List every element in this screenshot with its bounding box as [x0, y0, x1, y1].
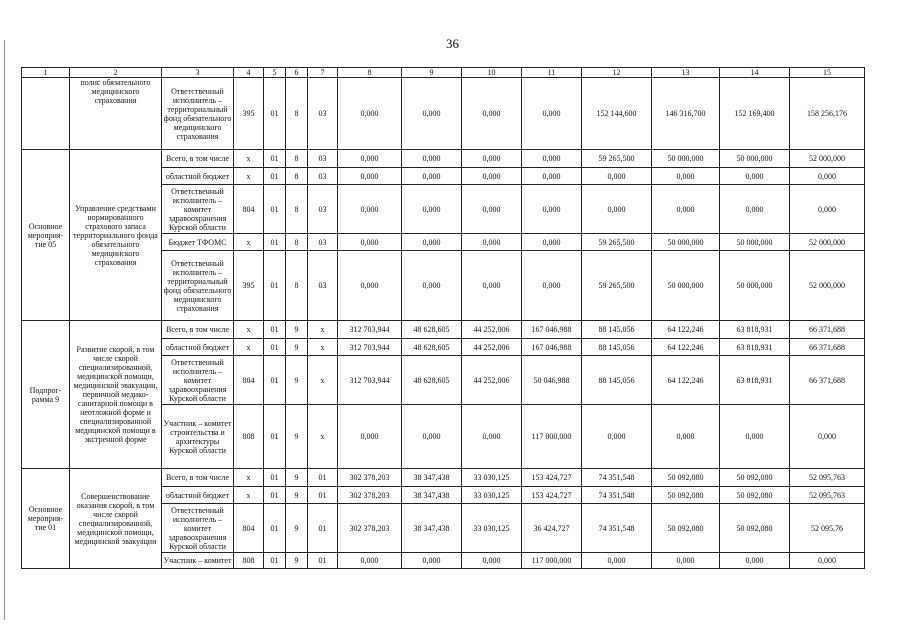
value-cell: 88 145,056	[582, 356, 652, 405]
value-cell: 167 046,988	[522, 321, 582, 339]
value-cell: 804	[234, 356, 264, 405]
value-cell: 0,000	[462, 78, 522, 150]
value-cell: 152 169,400	[720, 78, 790, 150]
value-cell: 0,000	[402, 251, 462, 321]
value-cell: 01	[264, 504, 286, 553]
table-row	[22, 321, 865, 339]
value-cell: 01	[308, 469, 338, 487]
header-row	[22, 68, 865, 78]
value-cell: 0,000	[402, 405, 462, 469]
value-cell: 50 000,000	[652, 150, 720, 168]
table-row	[22, 78, 865, 150]
value-cell: 50 000,000	[652, 251, 720, 321]
value-cell: 74 351,548	[582, 487, 652, 504]
header-cell: 1	[22, 68, 70, 78]
value-cell: 48 628,605	[402, 321, 462, 339]
value-cell: 9	[286, 339, 308, 356]
header-cell: 15	[790, 68, 865, 78]
value-cell: х	[234, 469, 264, 487]
value-cell: 52 000,000	[790, 150, 865, 168]
value-cell: 0,000	[462, 150, 522, 168]
value-cell: 52 095,76	[790, 504, 865, 553]
value-cell: х	[234, 487, 264, 504]
value-cell: 52 000,000	[790, 251, 865, 321]
value-cell: 0,000	[338, 234, 402, 251]
value-cell: 0,000	[338, 251, 402, 321]
value-cell: 88 145,056	[582, 321, 652, 339]
value-cell: 0,000	[720, 185, 790, 234]
value-cell: 0,000	[582, 185, 652, 234]
value-cell: 9	[286, 487, 308, 504]
value-cell: 0,000	[790, 405, 865, 469]
value-cell: 302 378,203	[338, 469, 402, 487]
value-cell: 63 818,931	[720, 356, 790, 405]
value-cell: 302 378,203	[338, 504, 402, 553]
value-cell: 0,000	[522, 150, 582, 168]
value-cell: 74 351,548	[582, 469, 652, 487]
value-cell: 01	[264, 553, 286, 569]
value-cell: 50 092,080	[720, 504, 790, 553]
value-cell: 63 818,931	[720, 339, 790, 356]
program-label-cell: Основное мероприя-тие 01	[22, 469, 70, 569]
value-cell: 01	[308, 487, 338, 504]
value-cell: 50 000,000	[720, 150, 790, 168]
value-cell: 0,000	[338, 553, 402, 569]
value-cell: 52 095,763	[790, 487, 865, 504]
executor-cell: областной бюджет	[162, 168, 234, 185]
value-cell: 03	[308, 251, 338, 321]
header-cell: 2	[70, 68, 162, 78]
value-cell: х	[308, 321, 338, 339]
header-cell: 6	[286, 68, 308, 78]
value-cell: 0,000	[462, 553, 522, 569]
value-cell: 52 000,000	[790, 234, 865, 251]
executor-cell: областной бюджет	[162, 339, 234, 356]
header-cell: 8	[338, 68, 402, 78]
value-cell: 0,000	[652, 168, 720, 185]
table-row	[22, 469, 865, 487]
value-cell: 01	[308, 504, 338, 553]
value-cell: х	[234, 321, 264, 339]
value-cell: 01	[264, 251, 286, 321]
value-cell: х	[308, 356, 338, 405]
value-cell: 03	[308, 234, 338, 251]
executor-cell: Всего, в том числе	[162, 150, 234, 168]
value-cell: 01	[264, 356, 286, 405]
value-cell: 395	[234, 251, 264, 321]
value-cell: 01	[264, 339, 286, 356]
value-cell: 8	[286, 150, 308, 168]
value-cell: х	[234, 168, 264, 185]
value-cell: 152 144,600	[582, 78, 652, 150]
budget-table	[21, 67, 865, 569]
value-cell: 01	[264, 185, 286, 234]
value-cell: 50 000,000	[720, 251, 790, 321]
page-number: 36	[446, 36, 459, 51]
header-cell: 12	[582, 68, 652, 78]
value-cell: 0,000	[582, 553, 652, 569]
header-cell: 14	[720, 68, 790, 78]
table-row	[22, 150, 865, 168]
value-cell: 33 030,125	[462, 487, 522, 504]
value-cell: 0,000	[790, 168, 865, 185]
value-cell: 0,000	[522, 251, 582, 321]
value-cell: 312 703,944	[338, 339, 402, 356]
value-cell: 44 252,006	[462, 321, 522, 339]
header-cell: 7	[308, 68, 338, 78]
value-cell: 117 000,000	[522, 553, 582, 569]
value-cell: 50 092,080	[720, 469, 790, 487]
value-cell: 01	[264, 234, 286, 251]
executor-cell: Участник – комитет	[162, 553, 234, 569]
value-cell: 117 000,000	[522, 405, 582, 469]
value-cell: 0,000	[522, 185, 582, 234]
value-cell: 0,000	[462, 185, 522, 234]
value-cell: 01	[264, 405, 286, 469]
value-cell: 302 378,203	[338, 487, 402, 504]
value-cell: 50 046,988	[522, 356, 582, 405]
value-cell: 8	[286, 185, 308, 234]
value-cell: 0,000	[462, 251, 522, 321]
value-cell: 0,000	[652, 553, 720, 569]
value-cell: 0,000	[522, 168, 582, 185]
program-label-cell: Основное мероприя-тие 05	[22, 150, 70, 321]
value-cell: 312 703,944	[338, 356, 402, 405]
value-cell: 36 424,727	[522, 504, 582, 553]
header-cell: 3	[162, 68, 234, 78]
value-cell: 0,000	[338, 405, 402, 469]
value-cell: 33 030,125	[462, 469, 522, 487]
measure-name-cell: Управление средствами нормированного страхового запаса территориального фонда обязательного медицинского страхования	[70, 150, 162, 321]
value-cell: 808	[234, 405, 264, 469]
value-cell: 64 122,246	[652, 339, 720, 356]
table-body	[22, 68, 865, 569]
value-cell: 03	[308, 168, 338, 185]
value-cell: 50 092,080	[652, 504, 720, 553]
value-cell: 146 316,700	[652, 78, 720, 150]
value-cell: 8	[286, 78, 308, 150]
value-cell: 0,000	[402, 185, 462, 234]
value-cell: 9	[286, 321, 308, 339]
executor-cell: Бюджет ТФОМС	[162, 234, 234, 251]
header-cell: 11	[522, 68, 582, 78]
value-cell: 38 347,438	[402, 504, 462, 553]
value-cell: 66 371,688	[790, 356, 865, 405]
value-cell: 59 265,500	[582, 150, 652, 168]
value-cell: 59 265,500	[582, 234, 652, 251]
value-cell: 66 371,688	[790, 339, 865, 356]
value-cell: 0,000	[338, 78, 402, 150]
value-cell: 0,000	[402, 168, 462, 185]
value-cell: 167 046,988	[522, 339, 582, 356]
value-cell: 50 092,080	[720, 487, 790, 504]
executor-cell: Ответственный исполнитель – территориальный фонд обязательного медицинского страхования	[162, 251, 234, 321]
value-cell: 44 252,006	[462, 339, 522, 356]
header-cell: 5	[264, 68, 286, 78]
value-cell: 9	[286, 504, 308, 553]
value-cell: 01	[264, 150, 286, 168]
scan-edge-line	[4, 40, 5, 620]
value-cell: 0,000	[582, 168, 652, 185]
value-cell: 0,000	[402, 150, 462, 168]
value-cell: 0,000	[522, 234, 582, 251]
value-cell: 50 092,080	[652, 469, 720, 487]
value-cell: 0,000	[790, 185, 865, 234]
value-cell: 153 424,727	[522, 487, 582, 504]
value-cell: 01	[264, 487, 286, 504]
value-cell: 52 095,763	[790, 469, 865, 487]
value-cell: 0,000	[462, 405, 522, 469]
value-cell: 9	[286, 469, 308, 487]
value-cell: 9	[286, 553, 308, 569]
value-cell: 01	[264, 321, 286, 339]
value-cell: х	[308, 339, 338, 356]
value-cell: 50 092,080	[652, 487, 720, 504]
value-cell: 158 256,176	[790, 78, 865, 150]
value-cell: 63 818,931	[720, 321, 790, 339]
value-cell: х	[308, 405, 338, 469]
executor-cell: Ответственный исполнитель – комитет здравоохранения Курской области	[162, 185, 234, 234]
value-cell: 38 347,438	[402, 487, 462, 504]
value-cell: 33 030,125	[462, 504, 522, 553]
value-cell: 8	[286, 168, 308, 185]
value-cell: х	[234, 234, 264, 251]
header-cell: 10	[462, 68, 522, 78]
value-cell: х	[234, 150, 264, 168]
value-cell: 48 628,605	[402, 356, 462, 405]
value-cell: 808	[234, 553, 264, 569]
value-cell: 03	[308, 185, 338, 234]
header-cell: 4	[234, 68, 264, 78]
program-label-cell: Подпрог-рамма 9	[22, 321, 70, 469]
value-cell: 8	[286, 251, 308, 321]
value-cell: 01	[264, 168, 286, 185]
value-cell: 0,000	[720, 405, 790, 469]
value-cell: 0,000	[462, 234, 522, 251]
value-cell: 0,000	[582, 405, 652, 469]
value-cell: 03	[308, 150, 338, 168]
value-cell: 38 347,438	[402, 469, 462, 487]
executor-cell: Ответственный исполнитель – территориальный фонд обязательного медицинского страхования	[162, 78, 234, 150]
value-cell: 0,000	[402, 553, 462, 569]
executor-cell: Всего, в том числе	[162, 469, 234, 487]
value-cell: 50 000,000	[652, 234, 720, 251]
executor-cell: Участник – комитет строительства и архитектуры Курской области	[162, 405, 234, 469]
executor-cell: областной бюджет	[162, 487, 234, 504]
value-cell: 50 000,000	[720, 234, 790, 251]
value-cell: 74 351,548	[582, 504, 652, 553]
value-cell: 395	[234, 78, 264, 150]
measure-name-cell: Развитие скорой, в том числе скорой специализированной, медицинской помощи, медицинской эвакуации, первичной медико-санитарной помощи в неотложной форме и специализированной медицинской помощи в экстренной форме	[70, 321, 162, 469]
executor-cell: Ответственный исполнитель – комитет здравоохранения Курской области	[162, 356, 234, 405]
value-cell: 0,000	[462, 168, 522, 185]
header-cell: 9	[402, 68, 462, 78]
executor-cell: Ответственный исполнитель – комитет здравоохранения Курской области	[162, 504, 234, 553]
value-cell: 153 424,727	[522, 469, 582, 487]
value-cell: 0,000	[652, 405, 720, 469]
executor-cell: Всего, в том числе	[162, 321, 234, 339]
value-cell: 0,000	[720, 553, 790, 569]
value-cell: 8	[286, 234, 308, 251]
value-cell: 0,000	[338, 185, 402, 234]
value-cell: 0,000	[338, 150, 402, 168]
measure-name-cell: Совершенствование оказания скорой, в том числе скорой специализированной, медицинской помощи, медицинской эвакуации	[70, 469, 162, 569]
value-cell: 0,000	[402, 78, 462, 150]
value-cell: 48 628,605	[402, 339, 462, 356]
value-cell: 312 703,944	[338, 321, 402, 339]
value-cell: 66 371,688	[790, 321, 865, 339]
value-cell: 88 145,056	[582, 339, 652, 356]
value-cell: 0,000	[522, 78, 582, 150]
value-cell: 01	[264, 469, 286, 487]
value-cell: 0,000	[402, 234, 462, 251]
value-cell: 0,000	[720, 168, 790, 185]
value-cell: 01	[264, 78, 286, 150]
value-cell: 804	[234, 185, 264, 234]
value-cell: 0,000	[652, 185, 720, 234]
label-cell	[22, 78, 70, 150]
header-cell: 13	[652, 68, 720, 78]
value-cell: 64 122,246	[652, 356, 720, 405]
value-cell: 0,000	[338, 168, 402, 185]
measure-name-cell: полис обязательного медицинского страхования	[70, 78, 162, 150]
value-cell: 804	[234, 504, 264, 553]
value-cell: 9	[286, 356, 308, 405]
value-cell: 9	[286, 405, 308, 469]
value-cell: 59 265,500	[582, 251, 652, 321]
value-cell: 03	[308, 78, 338, 150]
value-cell: 0,000	[790, 553, 865, 569]
value-cell: 64 122,246	[652, 321, 720, 339]
value-cell: х	[234, 339, 264, 356]
value-cell: 44 252,006	[462, 356, 522, 405]
value-cell: 01	[308, 553, 338, 569]
